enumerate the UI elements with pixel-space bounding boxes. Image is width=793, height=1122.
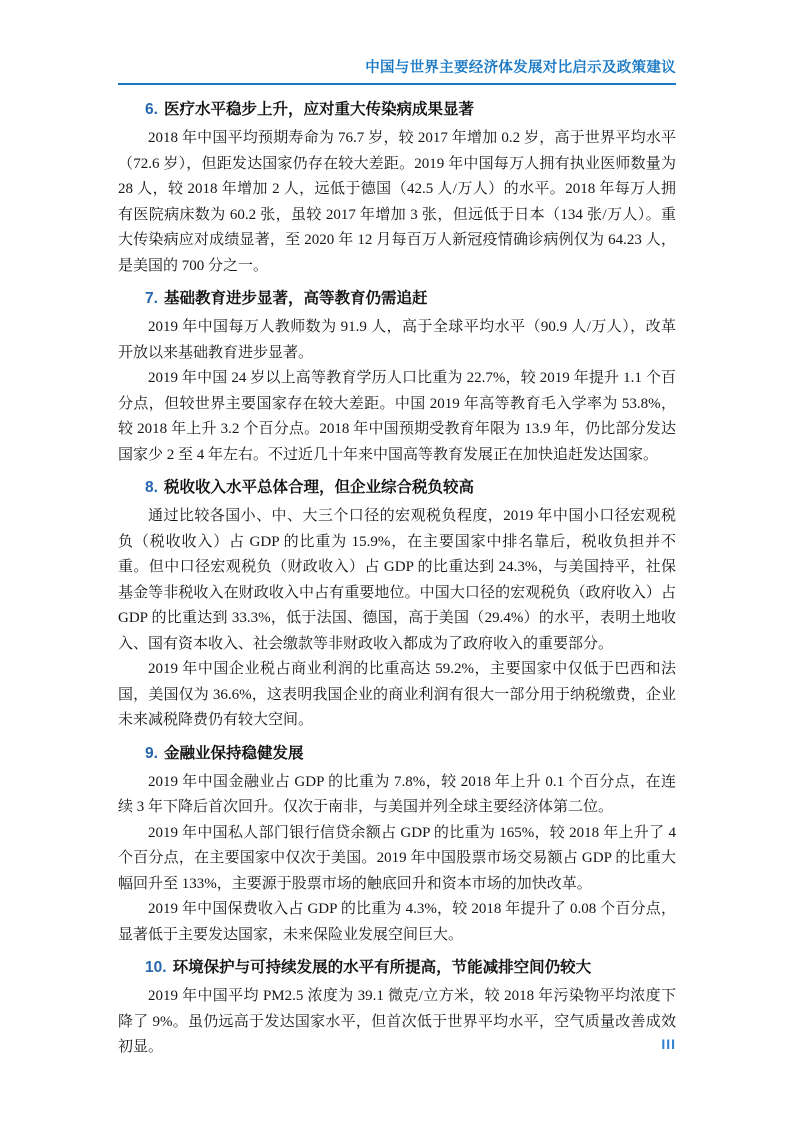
section-9-title: 金融业保持稳健发展 — [163, 744, 304, 762]
section-6-number: 6. — [145, 101, 158, 118]
page-number: III — [661, 1036, 676, 1052]
section-7-heading — [118, 289, 676, 309]
paragraph: 2019 年中国每万人教师数为 91.9 人，高于全球平均水平（90.9 人/万人），改革开放以来基础教育进步显著。 — [118, 319, 676, 361]
section-6 — [118, 100, 676, 279]
paragraph: 2019 年中国企业税占商业利润的比重高达 59.2%，主要国家中仅低于巴西和法国，美国仅为 36.6%，这表明我国企业的商业利润有很大一部分用于纳税缴费，企业未来减税降费仍有较大空间。 — [118, 661, 676, 728]
paragraph: 2019 年中国金融业占 GDP 的比重为 7.8%，较 2018 年上升 0.1 个百分点，在连续 3 年下降后首次回升。仅次于南非，与美国并列全球主要经济体第二位。 — [118, 773, 676, 815]
section-10-number: 10. — [145, 959, 167, 976]
section-9 — [118, 744, 676, 949]
page-header — [118, 56, 676, 85]
section-9-number: 9. — [145, 744, 158, 762]
paragraph: 2019 年中国保费收入占 GDP 的比重为 4.3%，较 2018 年提升了 0.08 个百分点，显著低于主要发达国家，未来保险业发展空间巨大。 — [118, 901, 676, 943]
document-content — [118, 90, 676, 1061]
section-10-heading — [118, 958, 676, 978]
section-7-title: 基础教育进步显著，高等教育仍需追赶 — [163, 290, 428, 307]
section-8 — [118, 478, 676, 734]
paragraph: 2019 年中国 24 岁以上高等教育学历人口比重为 22.7%，较 2019 年提升 1.1 个百分点，但较世界主要国家存在较大差距。中国 2019 年高等教育毛入学率为 53.8%，较 2018 年上升 3.2 个百分点。2018 年中国预期受教育年限为 13.9 年，仍比部分发达国家少 2 至 4 年左右。不过近几十年来中国高等教育发展正在加快追赶发达国家。 — [118, 370, 676, 463]
paragraph: 2019 年中国私人部门银行信贷余额占 GDP 的比重为 165%，较 2018 年上升了 4 个百分点，在主要国家中仅次于美国。2019 年中国股票市场交易额占 GDP 的比重大幅回升至 133%，主要源于股票市场的触底回升和资本市场的加快改革。 — [118, 824, 676, 892]
section-10-title: 环境保护与可持续发展的水平有所提高，节能减排空间仍较大 — [172, 959, 592, 976]
paragraph: 2018 年中国平均预期寿命为 76.7 岁，较 2017 年增加 0.2 岁，高于世界平均水平（72.6 岁），但距发达国家仍存在较大差距。2019 年中国每万人拥有执业医师数量为 28 人，较 2018 年增加 2 人，远低于德国（42.5 人/万人）的水平。2018 年每万人拥有医院病床数为 60.2 张，虽较 2017 年增加 3 张，但远低于日本（134 张/万人）。重大传染病应对成绩显著，至 2020 年 12 月每百万人新冠疫情确诊病例仅为 64.23 人，是美国的 700 分之一。 — [118, 130, 676, 274]
header-title: 中国与世界主要经济体发展对比启示及政策建议 — [365, 60, 676, 76]
section-8-heading — [118, 478, 676, 498]
section-8-title: 税收收入水平总体合理，但企业综合税负较高 — [163, 479, 474, 496]
paragraph: 通过比较各国小、中、大三个口径的宏观税负程度，2019 年中国小口径宏观税负（税收收入）占 GDP 的比重为 15.9%，在主要国家中排名靠后，税收负担并不重。但中口径宏观税负（财政收入）占 GDP 的比重达到 24.3%，与美国持平，社保基金等非税收入在财政收入中占有重要地位。中国大口径的宏观税负（政府收入）占 GDP 的比重达到 33.3%，低于法国、德国，高于美国（29.4%）的水平，表明土地收入、国有资本收入、社会缴款等非财政收入都成为了政府收入的重要部分。 — [118, 508, 676, 652]
section-7 — [118, 289, 676, 468]
section-9-heading — [118, 744, 676, 764]
section-7-number: 7. — [145, 290, 158, 307]
section-6-heading — [118, 100, 676, 120]
section-6-title: 医疗水平稳步上升，应对重大传染病成果显著 — [163, 101, 474, 118]
paragraph: 2019 年中国平均 PM2.5 浓度为 39.1 微克/立方米，较 2018 年污染物平均浓度下降了 9%。虽仍远高于发达国家水平，但首次低于世界平均水平，空气质量改善成效初显。 — [118, 988, 676, 1055]
section-8-number: 8. — [145, 479, 158, 496]
